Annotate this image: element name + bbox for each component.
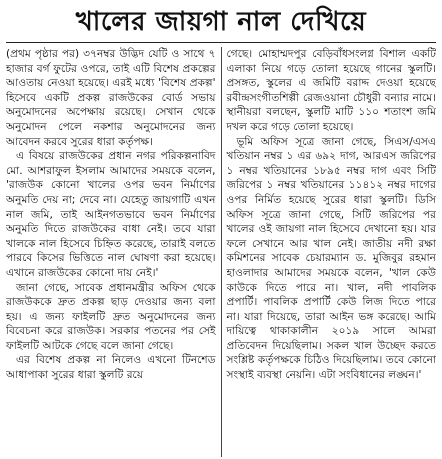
article-column-left (6, 47, 219, 457)
article-paragraph: এ বিষয়ে রাজউকের প্রধান নগর পরিকল্পনাবিদ মো. আশরাফুল ইসলাম আমাদের সময়কে বলেন, 'রাজউক কোনো খালের ওপর ভবন নির্মাণের অনুমতি দেয় না; দেবে না। যেহেতু জায়গাটি এখন নাল জমি, তাই আইনগতভাবে ভবন নির্মাণের অনুমতি দিতে রাজউকের বাধা নেই। তবে যারা খালকে নাল হিসেবে চিহ্নিত করেছে, তারাই বলতে পারবে কিসের ভিত্তিতে নাল ঘোষণা করা হয়েছে। এখানে রাজউকের কোনো দায় নেই।' (6, 150, 216, 279)
article-paragraph: (প্রথম পৃষ্ঠার পর) ৩৭নম্বর উদ্ভিদ যেটি ও সাথে ৭ হাজার বর্গ ফুটের ওপরে, তাই এটি বিশেষ প্রকল্পের আওতায় নেওয়া হয়েছে। এরই মধ্যে 'বিশেষ প্রকল্প' হিসেবে একটি প্রকল্প রাজউকের বোর্ড সভায় অনুমোদনের অপেক্ষায় রয়েছে। সেখান থেকে অনুমোদন পেলে নকশার অনুমোদনের জন্য আবেদন করবে সুরের ধারা কর্তৃপক্ষ। (6, 48, 216, 148)
column-divider (221, 47, 222, 457)
article-headline: খালের জায়গা নাল দেখিয়ে (6, 4, 436, 43)
article-paragraph: জানা গেছে, সাবেক প্রধানমন্ত্রীর অফিস থেকে রাজউককে দ্রুত প্রকল্প ছাড় দেওয়ার জন্য বলা হয়। এ জন্য ফাইলটি দ্রুত অনুমোদনের জন্য বিবেচনা করে রাজউক। সরকার পতনের পর সেই ফাইলটি আটকে গেছে বলে জানা গেছে। (6, 281, 216, 352)
article-paragraph: গেছে। মোহাম্মদপুর বেড়িবাঁধসংলগ্ন বিশাল একটি এলাকা নিয়ে গড়ে তোলা হয়েছে গানের স্কুলটি। প্রসঙ্গত, স্কুলের এ জমিটি বরাদ্দ দেওয়া হয়েছে রবীন্দ্রসংগীতশিল্পী রেজওয়ানা চৌধুরী বন্যার নামে। স্থানীয়রা বলছেন, স্কুলটি মাটি ১১০ শতাংশ জমি দখল করে গড়ে তোলা হয়েছে। (226, 48, 436, 133)
article-body (6, 47, 436, 457)
article-paragraph: এর বিশেষ প্রকল্প না নিলেও এখনো টিনশেড আধাপাকা সুরের ধারা স্কুলটি রয়ে (6, 354, 216, 382)
article-column-right (223, 47, 436, 457)
article-paragraph: ভূমি অফিস সূত্রে জানা গেছে, সিএস/এসএ খতিয়ান নম্বর ১ এর ৬৯২ দাগ, আরএস জরিপের ১ নম্বর খতিয়ানের ১৮৯৫ নম্বর দাগ এবং সিটি জরিপের ১ নম্বর খতিয়ানের ১১৪১২ নম্বর দাগের ওপর নির্মিত হয়েছে সুরের ধারা স্কুলটি। ডিসি অফিস সূত্রে জানা গেছে, সিটি জরিপের পর খালের ওই জায়গা নাল হিসেবে দেখানো হয়। যার ফলে সেখানে আর খাল নেই। জাতীয় নদী রক্ষা কমিশনের সাবেক চেয়ারম্যান ড. মুজিবুর রহমান হাওলাদার আমাদের সময়কে বলেন, 'খাল কেউ কাউকে দিতে পারে না। খাল, নদী পাবলিক প্রপার্টি। পাবলিক প্রপার্টি কেউ লিজ দিতে পারে না। যারা দিয়েছে, তারা আইন ভঙ্গ করেছে। আমি দায়িত্বে থাকাকালীন ২০১৯ সালে আমরা প্রতিবেদন দিয়েছিলাম। সকল খাল উচ্ছেদ করতে সংশ্লিষ্ট কর্তৃপক্ষকে চিঠিও দিয়েছিলাম। তবে কোনো সংস্থাই ব্যবস্থা নেয়নি। এটা সংবিধানের লঙ্ঘন।' (226, 135, 436, 382)
